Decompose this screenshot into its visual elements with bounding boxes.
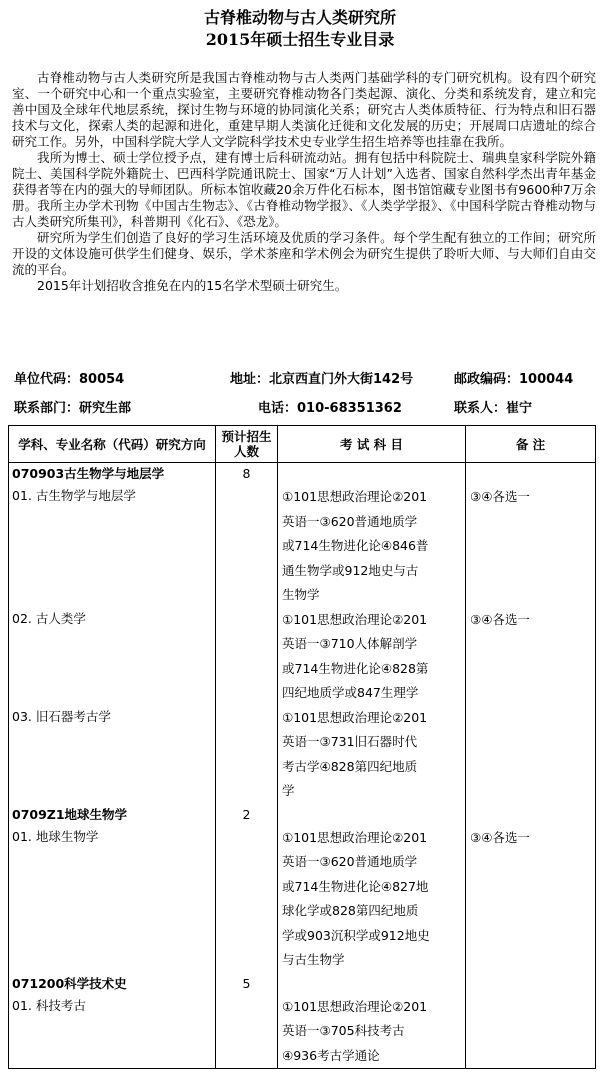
header-note: 备 注 [466,426,596,463]
table-row [9,826,596,973]
quota-value: 2 [242,806,251,822]
note-text: ③④各选一 [470,489,530,504]
major-row [9,463,596,486]
direction-name: 02. 古人类学 [12,610,86,626]
exam-line: ①101思想政治理论②201 [282,829,428,845]
major-row [9,804,596,826]
exam-line: 或714生物进化论④846普 [282,538,429,553]
direction-name: 01. 科技考古 [12,997,86,1013]
page-title: 古脊椎动物与古人类研究所 [203,8,396,27]
direction-name: 03. 旧石器考古学 [12,708,111,724]
exam-line: 球化学或828第四纪地质 [282,903,419,918]
intro-paragraph: 2015年计划招收含推免在内的15名学术型硕士研究生。 [37,278,348,293]
exam-line: 学 [282,783,295,798]
major-name: 0709Z1地球生物学 [12,806,128,822]
exam-subjects [278,485,465,608]
exam-line: 英语一③620普通地质学 [282,513,418,529]
postcode: 邮政编码：100044 [454,372,574,387]
exam-line: 考古学④828第四纪地质 [282,758,418,774]
exam-line: 与古生物学 [282,952,345,967]
exam-subjects [278,706,465,804]
contact-person: 联系人：崔宁 [454,401,533,416]
direction-name: 01. 地球生物学 [12,828,99,844]
major-name: 071200科学技术史 [12,975,127,991]
exam-subjects [278,826,465,973]
exam-line: 英语一③710人体解剖学 [282,636,418,651]
exam-subjects [278,608,465,706]
exam-line: 或714生物进化论④828第 [282,660,429,676]
phone: 电话：010-68351362 [258,401,402,416]
unit-code: 单位代码：80054 [14,372,125,387]
header-exam: 考 试 科 目 [278,426,466,463]
exam-line: 英语一③620普通地质学 [282,854,418,869]
header-major: 学科、专业名称（代码）研究方向 [9,426,216,463]
header-quota: 预计招生人数 [216,426,278,463]
exam-line: ①101思想政治理论②201 [282,709,428,725]
exam-line: 生物学 [282,587,320,602]
exam-line: ①101思想政治理论②201 [282,489,428,504]
direction-name: 01. 古生物学与地层学 [12,488,136,503]
exam-subjects [278,995,465,1069]
note-text: ③④各选一 [470,829,530,845]
address: 地址：北京西直门外大街142号 [230,372,414,387]
exam-line: 通生物学或912地史与古 [282,562,419,578]
program-table [8,425,596,1069]
major-row [9,973,596,995]
exam-line: 或714生物进化论④827地 [282,878,429,894]
exam-line: 英语一③705科技考古 [282,1023,405,1038]
exam-line: 英语一③731旧石器时代 [282,734,418,749]
table-row [9,706,596,804]
page-subtitle: 2015年硕士招生专业目录 [205,30,395,49]
exam-line: 四纪地质学或847生理学 [282,685,419,700]
exam-line: 学或903沉积学或912地史 [282,927,430,943]
intro-text [12,70,596,294]
intro-paragraph: 研究所为学生们创造了良好的学习生活环境及优质的学习条件。每个学生配有独立的工作间；研究所开设的文体设施可供学生们健身、娱乐，学术茶座和学术例会为研究生提供了聆听大师、与大师们自由交流的平台。 [12,230,596,277]
note-text: ③④各选一 [470,611,530,627]
exam-line: ①101思想政治理论②201 [282,611,428,627]
intro-paragraph: 古脊椎动物与古人类研究所是我国古脊椎动物与古人类两门基础学科的专门研究机构。设有四个研究室、一个研究中心和一个重点实验室，主要研究脊椎动物各门类起源、演化、分类和系统发育，建立和完善中国及全球年代地层系统，探讨生物与环境的协同演化关系；研究古人类体质特征、行为特点和旧石器技术与文化，探索人类的起源和进化，重建早期人类演化迁徙和文化发展的历史；开展周口店遗址的综合研究工作。另外，中国科学院大学人文学院科学技术史专业学生招生培养等也挂靠在我所。 [12,70,596,149]
exam-line: ①101思想政治理论②201 [282,998,428,1014]
contact-department: 联系部门：研究生部 [14,401,132,416]
intro-paragraph: 我所为博士、硕士学位授予点，建有博士后科研流动站。拥有包括中科院院士、瑞典皇家科学院外籍院士、美国科学院外籍院士、巴西科学院通讯院士、国家“万人计划”入选者、国家自然科学杰出青年基金获得者等在内的强大的导师团队。所标本馆收藏20余万件化石标本，图书馆馆藏专业图书有9600种7万余册。我所主办学术刊物《中国古生物志》、《古脊椎动物学报》、《人类学学报》、《中国科学院古脊椎动物与古人类研究所集刊》，科普期刊《化石》、《恐龙》。 [12,150,596,229]
exam-line: ④936考古学通论 [282,1047,380,1063]
table-row [9,608,596,706]
table-row [9,485,596,608]
quota-value: 5 [242,975,251,991]
table-row [9,995,596,1069]
major-name: 070903古生物学与地层学 [12,466,165,481]
table-body [9,463,596,1069]
quota-value: 8 [242,466,251,481]
